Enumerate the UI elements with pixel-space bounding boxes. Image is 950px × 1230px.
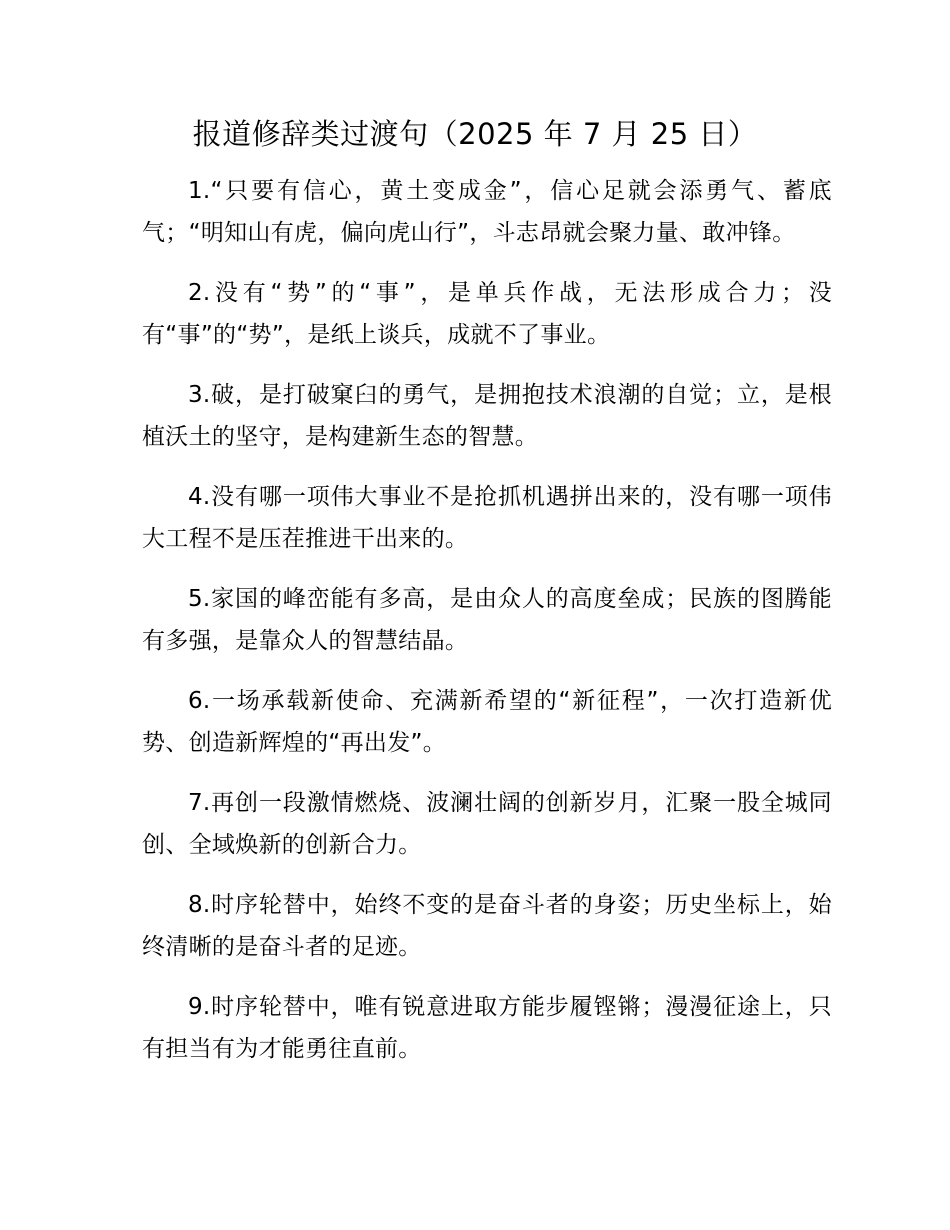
paragraph-4: 4.没有哪一项伟大事业不是抢抓机遇拼出来的，没有哪一项伟大工程不是压茬推进干出来的。 bbox=[142, 484, 832, 552]
paragraph-1: 1.“只要有信心，黄土变成金”，信心足就会添勇气、蓄底气；“明知山有虎，偏向虎山行”，斗志昂就会聚力量、敢冲锋。 bbox=[142, 178, 832, 246]
document-title: 报道修辞类过渡句（2025 年 7 月 25 日） bbox=[192, 117, 758, 151]
paragraph-2: 2.没有“势”的“事”，是单兵作战，无法形成合力；没有“事”的“势”，是纸上谈兵，成就不了事业。 bbox=[142, 280, 832, 348]
paragraph-8: 8.时序轮替中，始终不变的是奋斗者的身姿；历史坐标上，始终清晰的是奋斗者的足迹。 bbox=[142, 892, 832, 960]
paragraph-6: 6.一场承载新使命、充满新希望的“新征程”，一次打造新优势、创造新辉煌的“再出发”。 bbox=[142, 688, 832, 756]
paragraph-7: 7.再创一段激情燃烧、波澜壮阔的创新岁月，汇聚一股全城同创、全域焕新的创新合力。 bbox=[142, 790, 832, 858]
paragraph-3: 3.破，是打破窠臼的勇气，是拥抱技术浪潮的自觉；立，是根植沃土的坚守，是构建新生态的智慧。 bbox=[142, 382, 832, 450]
document-body bbox=[142, 170, 832, 1088]
paragraph-9: 9.时序轮替中，唯有锐意进取方能步履铿锵；漫漫征途上，只有担当有为才能勇往直前。 bbox=[142, 994, 832, 1062]
paragraph-5: 5.家国的峰峦能有多高，是由众人的高度垒成；民族的图腾能有多强，是靠众人的智慧结晶。 bbox=[142, 586, 832, 654]
